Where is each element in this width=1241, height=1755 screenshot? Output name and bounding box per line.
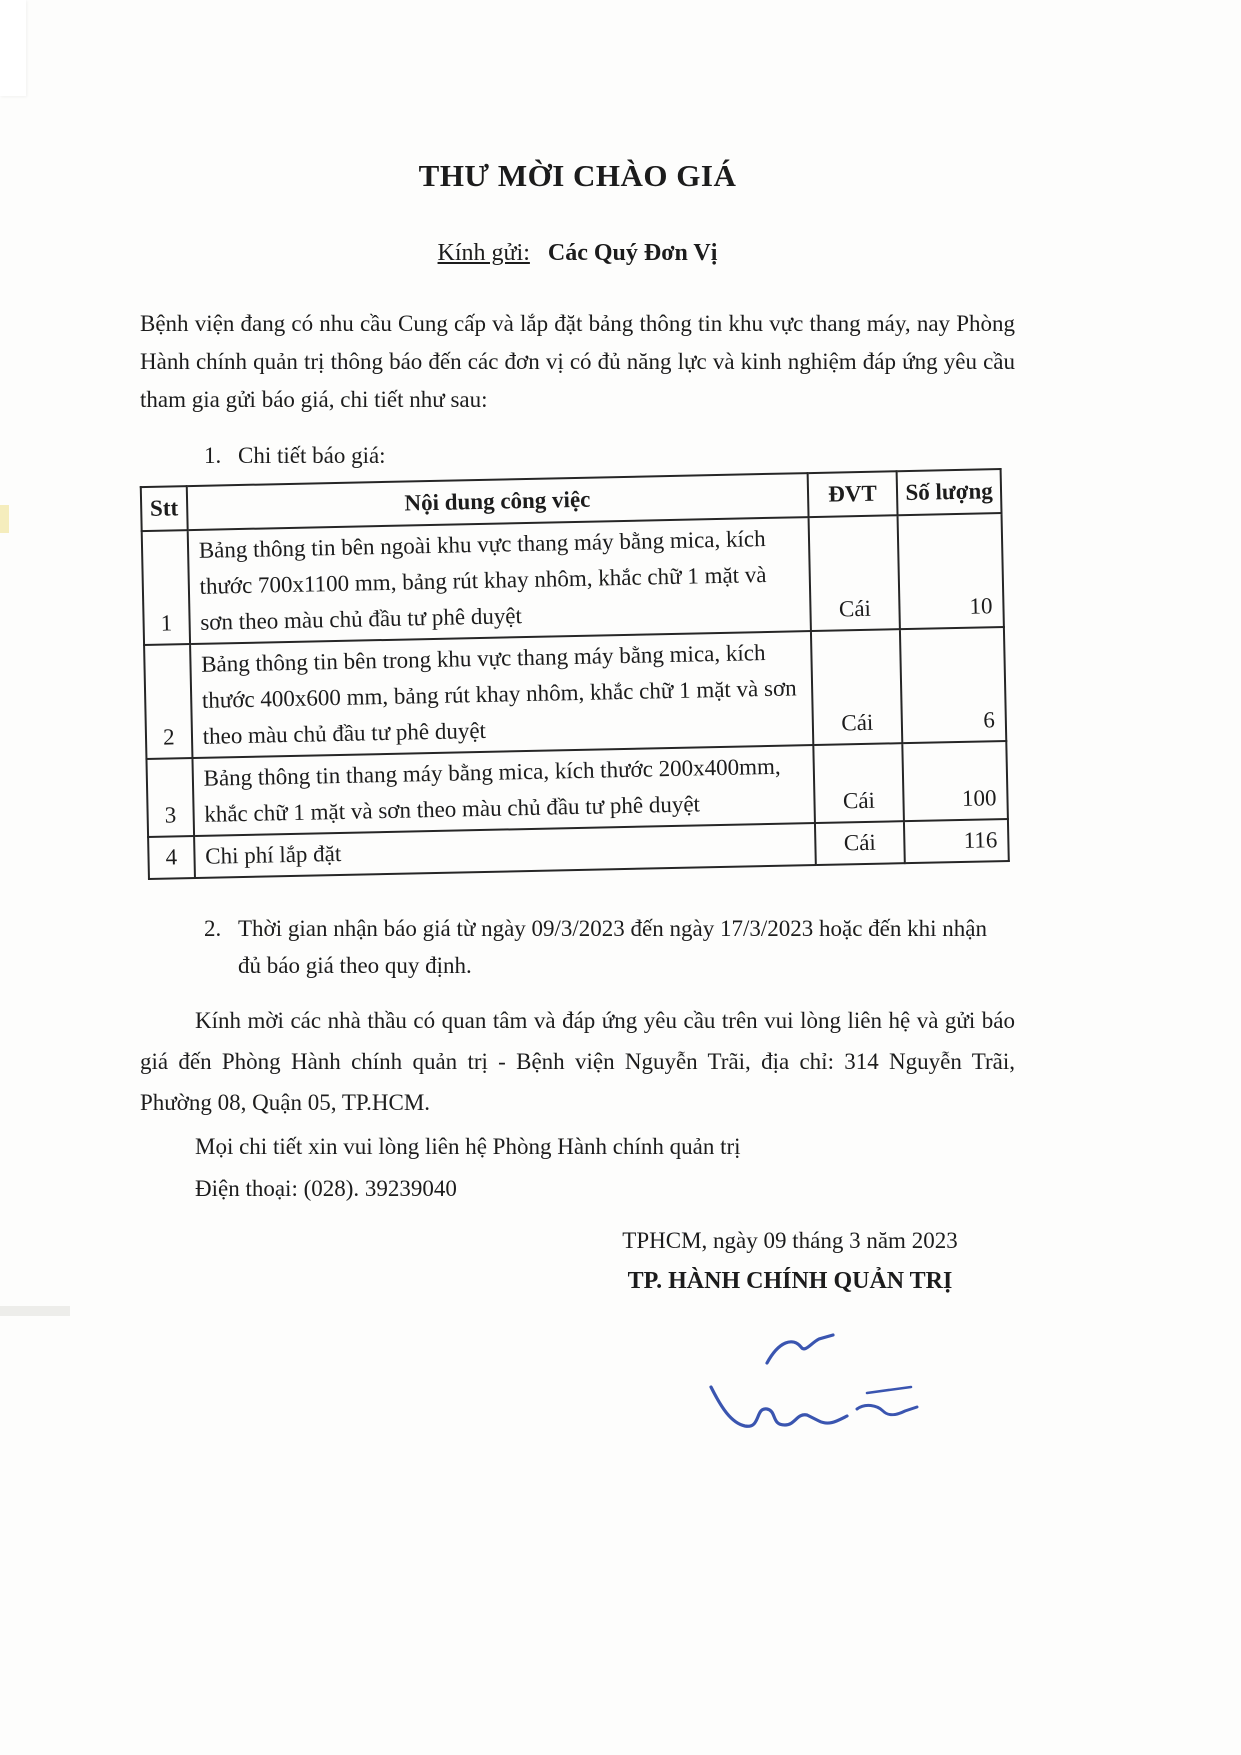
header-stt: Stt — [141, 486, 188, 531]
cell-unit: Cái — [808, 515, 900, 631]
cell-quantity: 100 — [902, 741, 1008, 821]
cell-unit: Cái — [813, 743, 904, 823]
signature-block — [560, 1223, 1020, 1449]
cell-stt: 4 — [148, 836, 195, 879]
section-1-heading — [140, 437, 1015, 474]
table-row — [142, 513, 1004, 645]
table-row — [144, 627, 1006, 759]
scan-artifact-corner — [0, 0, 26, 96]
salutation-spacer — [536, 240, 542, 266]
contact-line-1: Mọi chi tiết xin vui lòng liên hệ Phòng Hành chính quản trị — [195, 1134, 741, 1159]
cell-stt: 2 — [144, 644, 192, 759]
cell-quantity: 6 — [900, 627, 1006, 743]
cell-stt: 3 — [146, 758, 193, 837]
cell-unit: Cái — [811, 629, 903, 745]
cell-content: Bảng thông tin thang máy bằng mica, kích thước 200x400mm, khắc chữ 1 mặt và sơn theo màu chủ đầu tư phê duyệt — [192, 745, 815, 836]
cell-quantity: 10 — [898, 513, 1004, 629]
salutation-recipient: Các Quý Đơn Vị — [547, 240, 718, 266]
handwritten-signature — [705, 1329, 935, 1449]
contact-line-2: Điện thoại: (028). 39239040 — [195, 1176, 457, 1201]
document-content — [140, 0, 1015, 1449]
quote-table — [140, 468, 1010, 880]
date-line: TPHCM, ngày 09 tháng 3 năm 2023 — [622, 1228, 958, 1253]
section-1-text: Chi tiết báo giá: — [238, 443, 386, 468]
scan-artifact-yellow-mark — [0, 505, 9, 533]
section-2-number: 2. — [204, 916, 222, 941]
section-1-number: 1. — [204, 443, 222, 468]
scan-artifact-smudge — [0, 1306, 70, 1316]
intro-paragraph: Bệnh viện đang có nhu cầu Cung cấp và lắp đặt bảng thông tin khu vực thang máy, nay Phòng Hành chính quản trị thông báo đến các đơn vị có đủ năng lực và kinh nghiệm đáp ứng yêu cầu tham gia gửi báo giá, chi tiết như sau: — [140, 311, 1015, 412]
cell-stt: 1 — [142, 530, 190, 645]
cell-unit: Cái — [815, 821, 905, 865]
header-content: Nội dung công việc — [186, 473, 808, 530]
cell-quantity: 116 — [904, 819, 1009, 863]
cell-content: Chi phí lắp đặt — [194, 823, 816, 878]
cell-content: Bảng thông tin bên trong khu vực thang máy bằng mica, kích thước 400x600 mm, bảng rút khay nhôm, khắc chữ 1 mặt và sơn theo màu chủ đầu tư phê duyệt — [190, 631, 813, 758]
closing-paragraph: Kính mời các nhà thầu có quan tâm và đáp ứng yêu cầu trên vui lòng liên hệ và gửi báo giá đến Phòng Hành chính quản trị - Bệnh viện Nguyễn Trãi, địa chỉ: 314 Nguyễn Trãi, Phường 08, Quận 05, TP.HCM. — [140, 1008, 1015, 1115]
section-2-text: Thời gian nhận báo giá từ ngày 09/3/2023 đến ngày 17/3/2023 hoặc đến khi nhận đủ báo giá theo quy định. — [238, 916, 987, 978]
quote-table-wrapper — [140, 468, 1015, 880]
section-2-paragraph — [140, 910, 1015, 984]
header-quantity: Số lượng — [897, 469, 1002, 515]
salutation-label: Kính gửi: — [437, 240, 530, 266]
cell-content: Bảng thông tin bên ngoài khu vực thang máy bằng mica, kích thước 700x1100 mm, bảng rút khay nhôm, khắc chữ 1 mặt và sơn theo màu chủ đầu tư phê duyệt — [187, 517, 810, 644]
document-title: THƯ MỜI CHÀO GIÁ — [418, 158, 737, 193]
header-unit: ĐVT — [807, 471, 897, 517]
salutation-line — [140, 240, 1015, 267]
signer-title: TP. HÀNH CHÍNH QUẢN TRỊ — [627, 1268, 953, 1294]
